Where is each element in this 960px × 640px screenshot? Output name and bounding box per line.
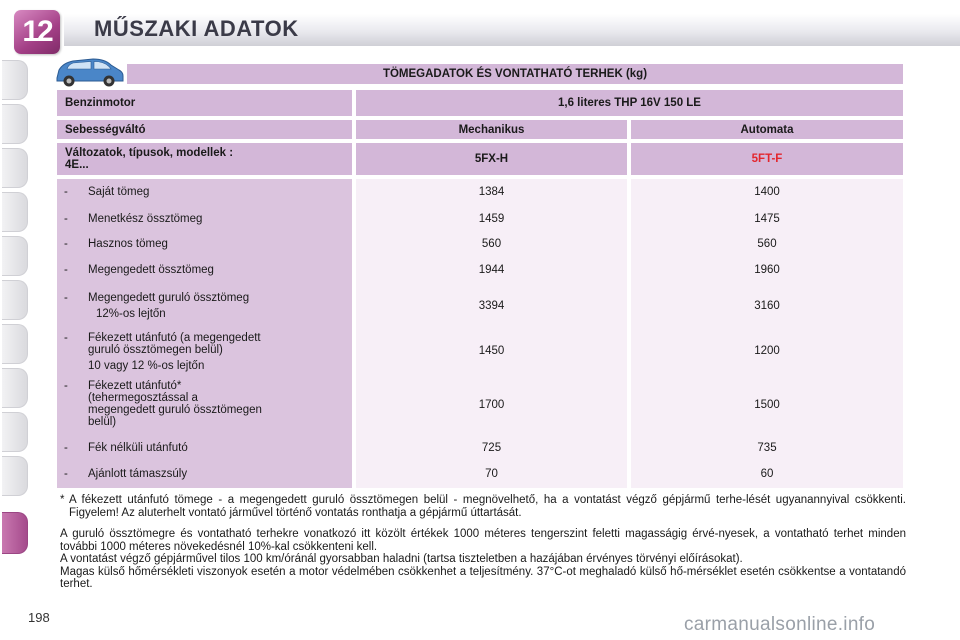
engine-value: 1,6 literes THP 16V 150 LE xyxy=(356,90,903,116)
row-label: guruló össztömegen belül) xyxy=(88,344,223,356)
gearbox-label: Sebességváltó xyxy=(57,120,352,139)
row-value-manual: 1459 xyxy=(478,213,505,225)
row-label: Fékezett utánfutó (a megengedett xyxy=(88,332,261,344)
side-tab[interactable] xyxy=(2,104,28,144)
row-dash: - xyxy=(64,380,68,392)
row-value-manual: 725 xyxy=(481,442,502,454)
gearbox-auto: Automata xyxy=(631,120,903,139)
chapter-badge: 12 xyxy=(14,10,60,54)
row-sublabel: 12%-os lejtőn xyxy=(96,308,166,320)
side-tab[interactable] xyxy=(2,60,28,100)
gearbox-manual: Mechanikus xyxy=(356,120,627,139)
footnote xyxy=(60,494,906,519)
row-label: megengedett guruló össztömegen xyxy=(88,404,262,416)
row-value-auto: 1500 xyxy=(754,399,780,411)
side-tab[interactable] xyxy=(2,368,28,408)
footnote-star: * xyxy=(60,494,65,506)
row-label: Hasznos tömeg xyxy=(88,238,168,250)
footnote-text: A fékezett utánfutó tömege - a megengedett guruló össztömegen belül - megnövelhető, ha a vontatást végző gépjármű terhe-lését ugyanannyival csökkenti. Figyelem! Az aluterhelt vontató járművel történő vontatás ronthatja a gépjármű úttartását. xyxy=(69,494,906,519)
engine-label: Benzinmotor xyxy=(57,90,352,116)
row-value-auto: 1400 xyxy=(754,186,780,198)
row-value-auto: 1200 xyxy=(754,345,780,357)
row-sublabel: 10 vagy 12 %-os lejtőn xyxy=(88,360,205,372)
note-paragraph: A vontatást végző gépjárművel tilos 100 km/óránál gyorsabban haladni (tartsa tiszteletben a hazájában érvényes törvényi előírásokat). xyxy=(60,553,743,565)
side-tab[interactable] xyxy=(2,324,28,364)
row-value-manual: 70 xyxy=(485,468,498,480)
variants-label xyxy=(57,143,352,175)
row-value-manual: 1700 xyxy=(478,399,505,411)
row-dash: - xyxy=(64,186,68,198)
row-value-auto: 735 xyxy=(757,442,777,454)
row-label: Fék nélküli utánfutó xyxy=(88,442,188,454)
side-tab[interactable] xyxy=(2,148,28,188)
row-value-auto: 1960 xyxy=(754,264,780,276)
side-tab[interactable] xyxy=(2,192,28,232)
row-label: Saját tömeg xyxy=(88,186,150,198)
row-value-manual: 560 xyxy=(481,238,502,250)
row-value-auto: 560 xyxy=(757,238,777,250)
row-dash: - xyxy=(64,442,68,454)
row-dash: - xyxy=(64,213,68,225)
page-number: 198 xyxy=(28,610,50,625)
row-dash: - xyxy=(64,332,68,344)
row-dash: - xyxy=(64,264,68,276)
row-value-auto: 60 xyxy=(760,468,774,480)
side-tab-active[interactable] xyxy=(2,512,28,554)
row-value-manual: 1450 xyxy=(478,345,505,357)
row-value-auto: 3160 xyxy=(754,300,780,312)
variant-manual: 5FX-H xyxy=(356,143,627,175)
row-dash: - xyxy=(64,292,68,304)
row-label: Menetkész össztömeg xyxy=(88,213,203,225)
row-value-manual: 3394 xyxy=(478,300,505,312)
row-label: belül) xyxy=(88,416,117,428)
variant-auto: 5FT-F xyxy=(631,143,903,175)
variants-label-line: Változatok, típusok, modellek : xyxy=(65,147,234,159)
variants-label-line: 4E... xyxy=(65,159,89,171)
row-value-auto: 1475 xyxy=(754,213,780,225)
row-dash: - xyxy=(64,468,68,480)
side-tab[interactable] xyxy=(2,456,28,496)
notes xyxy=(60,494,906,591)
watermark: carmanualsonline.info xyxy=(684,614,876,635)
row-label: Fékezett utánfutó* xyxy=(88,380,182,392)
chapter-side-tabs xyxy=(0,60,30,560)
note-paragraph: A guruló össztömegre és vontatható terhekre vonatkozó itt közölt értékek 1000 méteres tengerszint feletti magasságig érvé-nyesek, a vontatható terhet minden további 1000 méteres növekedésnél 10%-kal csökkenteni kell. xyxy=(60,528,906,553)
table-title: TÖMEGADATOK ÉS VONTATHATÓ TERHEK (kg) xyxy=(127,64,903,84)
side-tab[interactable] xyxy=(2,280,28,320)
row-label: Megengedett össztömeg xyxy=(88,264,214,276)
side-tab[interactable] xyxy=(2,412,28,452)
side-tab[interactable] xyxy=(2,236,28,276)
row-dash: - xyxy=(64,238,68,250)
row-value-manual: 1944 xyxy=(478,264,505,276)
row-label: Ajánlott támaszsúly xyxy=(88,468,188,480)
row-label: (tehermegosztással a xyxy=(88,392,198,404)
note-paragraph: Magas külső hőmérsékleti viszonyok esetén a motor védelmében csökkenhet a teljesítmény. 37°C-ot meghaladó külső hő-mérséklet esetén csökkentse a vontatandó terhet. xyxy=(60,565,906,590)
car-icon xyxy=(53,54,125,90)
chapter-title: MŰSZAKI ADATOK xyxy=(94,16,299,41)
page-header xyxy=(0,0,960,46)
row-label: Megengedett guruló össztömeg xyxy=(88,292,250,304)
row-value-manual: 1384 xyxy=(478,186,505,198)
